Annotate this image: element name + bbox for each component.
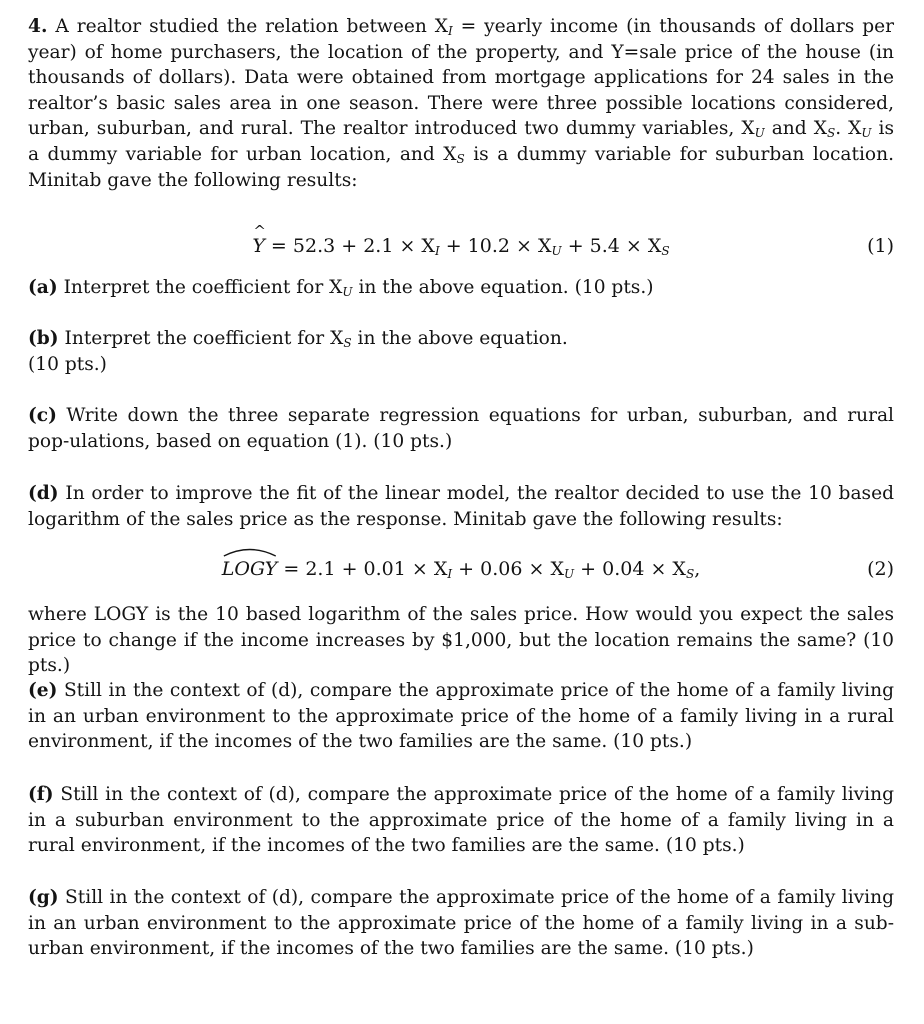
- part-b: (b) Interpret the coefficient for $X_S$ in the above equation. (10 pts.): [28, 328, 568, 375]
- equation-2: [28, 555, 894, 583]
- part-e-label: (e): [28, 680, 58, 701]
- logy-hat: LOGY: [222, 555, 278, 583]
- y-hat: ^ Y: [252, 232, 265, 260]
- part-g: (g) Still in the context of (d), compare the approximate price of the home of a family living in an urban environment to the approximate price of the home of a family living in a sub-urban environment, if the incomes of the two families are the same. (10 pts.): [28, 887, 894, 960]
- part-f-label: (f): [28, 784, 54, 805]
- part-b-label: (b): [28, 328, 59, 349]
- part-d-question: where LOGY is the 10 based logarithm of the sales price. How would you expect the sales price to change if the income increases by $1,000, but the location remains the same? (10 pts.): [28, 604, 894, 677]
- equation-2-tag: (2): [867, 558, 894, 580]
- part-a-label: (a): [28, 277, 58, 298]
- part-a: (a) Interpret the coefficient for $X_U$ in the above equation. (10 pts.): [28, 277, 654, 299]
- part-g-label: (g): [28, 887, 59, 908]
- equation-1-tag: (1): [867, 235, 894, 257]
- part-e: (e) Still in the context of (d), compare the approximate price of the home of a family living in an urban environment to the approximate price of the home of a family living in a rural environment, if the incomes of the two families are the same. (10 pts.): [28, 680, 894, 753]
- equation-2-body: LOGY = $2.1 + 0.01 \times X_I + 0.06 \times X_U + 0.04 \times X_S$,: [28, 555, 894, 583]
- equation-1: [28, 232, 894, 260]
- equation-1-body: ^ $Y = 52.3 + 2.1 \times X_I + 10.2 \times X_U + 5.4 \times X_S$: [28, 232, 894, 260]
- part-c-label: (c): [28, 405, 57, 426]
- problem-intro: 4. A realtor studied the relation between $X_I$ = yearly income (in thousands of dollars per year) of home purchasers, the location of the property, and Y=sale price of the house (in thousands of dollars). Data were obtained from mortgage applications for 24 sales in the realtor’s basic sales area in one season. There were three possible locations considered, urban, suburban, and rural. The realtor introduced two dummy variables, $X_U$ and $X_S$. $X_U$ is a dummy variable for urban location, and $X_S$ is a dummy variable for suburban location. Minitab gave the following results:: [28, 16, 894, 191]
- part-f: (f) Still in the context of (d), compare the approximate price of the home of a family living in a suburban environment to the approximate price of the home of a family living in a rural environment, if the incomes of the two families are the same. (10 pts.): [28, 784, 894, 857]
- part-d: (d) In order to improve the fit of the linear model, the realtor decided to use the 10 based logarithm of the sales price as the response. Minitab gave the following results:: [28, 483, 894, 530]
- problem-number: 4.: [28, 16, 48, 37]
- part-d-label: (d): [28, 483, 59, 504]
- part-c: (c) Write down the three separate regression equations for urban, suburban, and rural pop-ulations, based on equation (1). (10 pts.): [28, 405, 894, 452]
